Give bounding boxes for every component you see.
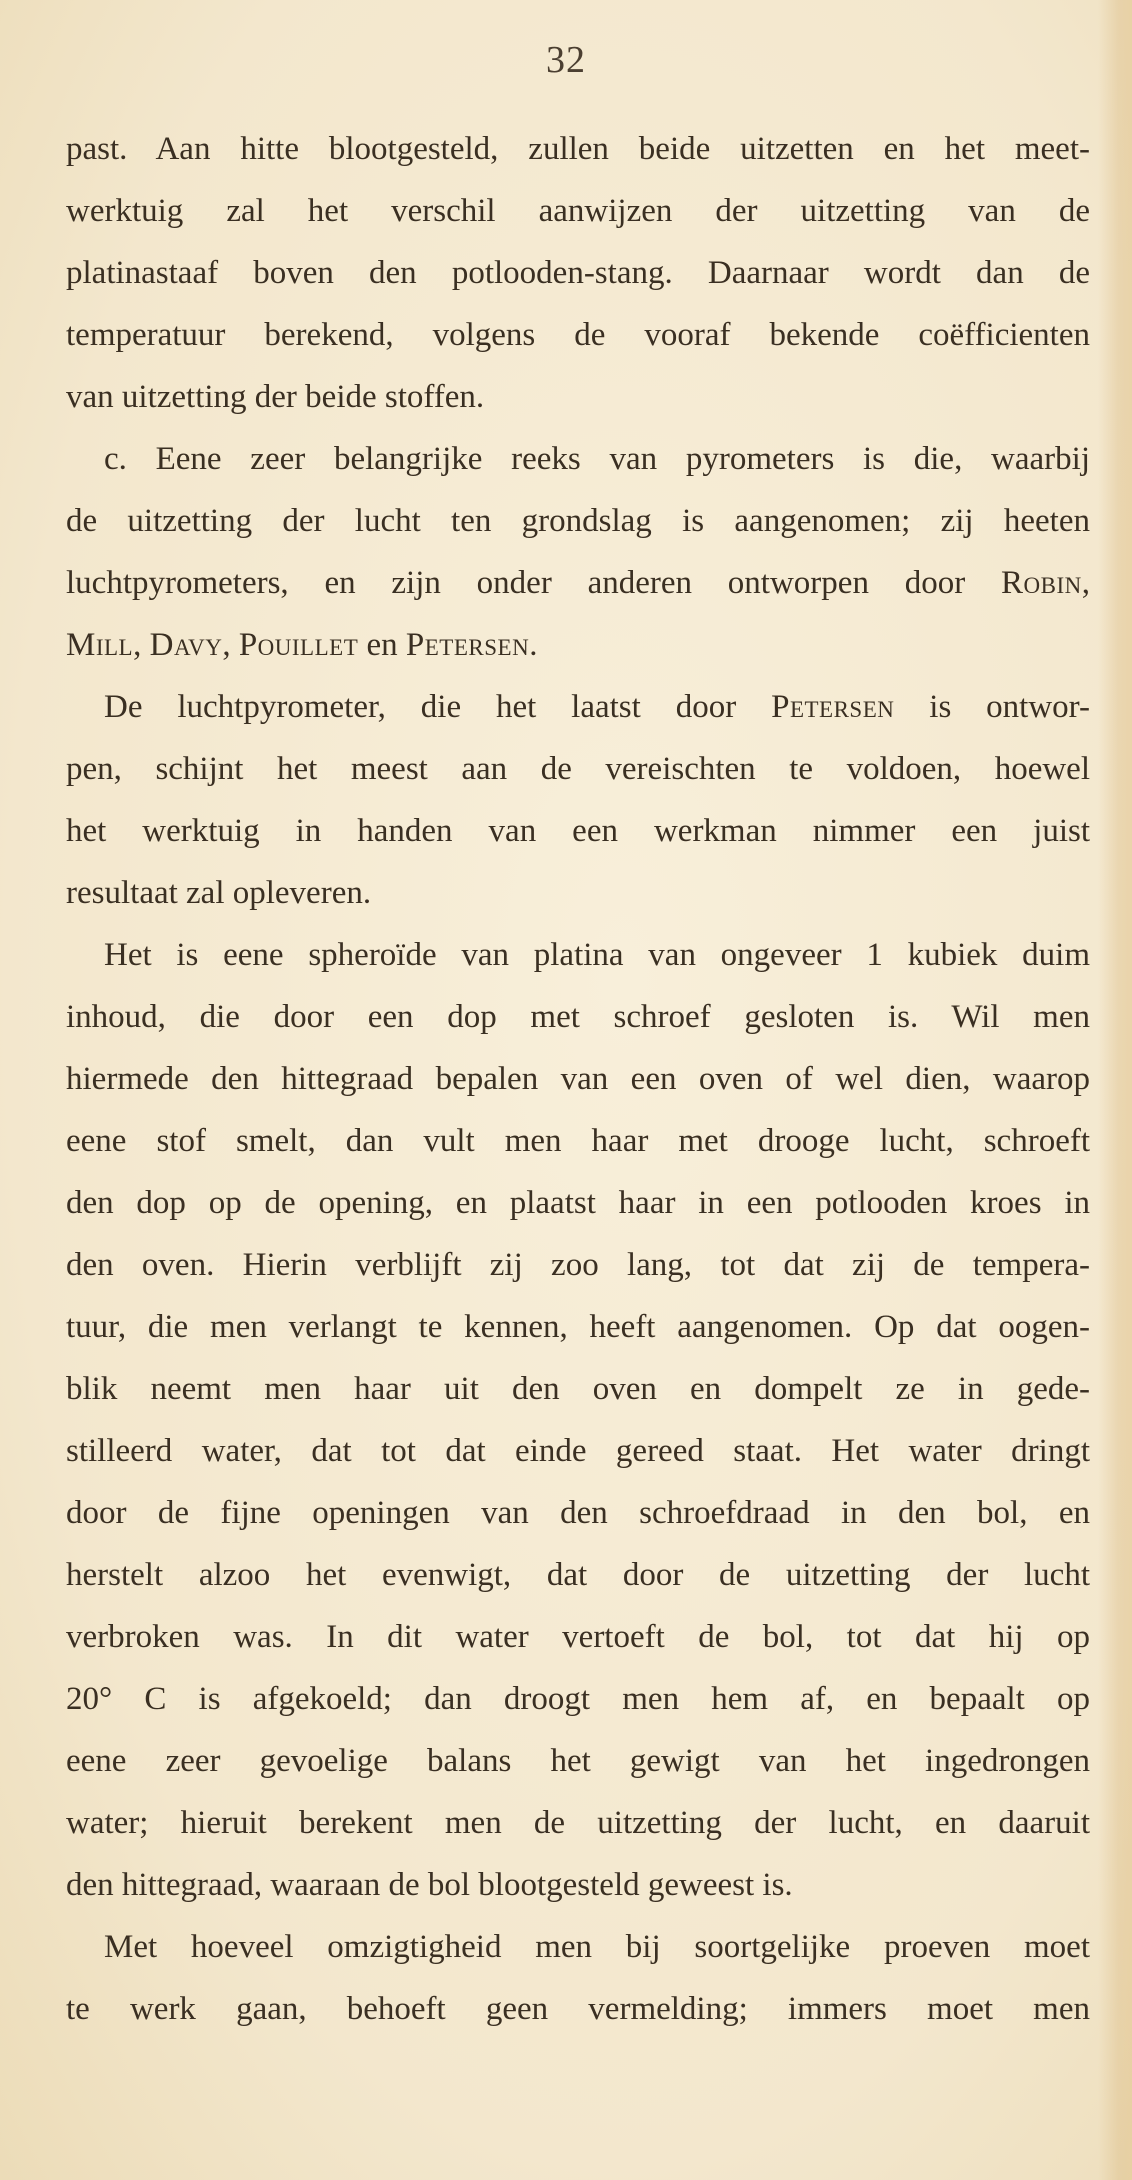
line-text-before: De luchtpyrometer, die het laatst door [104,689,772,725]
person-name: Robin [1001,565,1082,601]
text-line: den dop op de opening, en plaatst haar in een potlooden kroes in [66,1185,1090,1221]
text-line: eene zeer gevoelige balans het gewigt van het ingedrongen [66,1743,1090,1779]
separator-text: . [529,627,538,663]
text-line: werktuig zal het verschil aanwijzen der uitzetting van de [66,193,1090,229]
text-line: de uitzetting der lucht ten grondslag is aangenomen; zij heeten [66,503,1090,539]
separator-text: en [358,627,406,663]
text-line: Met hoeveel omzigtigheid men bij soortgelijke proeven moet [104,1929,1090,1965]
person-name: Davy [149,627,223,663]
text-line: inhoud, die door een dop met schroef gesloten is. Wil men [66,999,1090,1035]
text-line: het werktuig in handen van een werkman nimmer een juist [66,813,1090,849]
line-text-before: luchtpyrometers, en zijn onder anderen ontworpen door [66,565,1002,601]
text-line: eene stof smelt, dan vult men haar met drooge lucht, schroeft [66,1123,1090,1159]
text-line: den oven. Hierin verblijft zij zoo lang, tot dat zij de tempera- [66,1247,1090,1283]
text-line: Het is eene spheroïde van platina van ongeveer 1 kubiek duim [104,937,1090,973]
text-line: stilleerd water, dat tot dat einde gereed staat. Het water dringt [66,1433,1090,1469]
text-line: water; hieruit berekent men de uitzetting der lucht, en daaruit [66,1805,1090,1841]
text-line: past. Aan hitte blootgesteld, zullen beide uitzetten en het meet- [66,131,1090,167]
body-text [66,118,1090,2040]
text-line: tuur, die men verlangt te kennen, heeft aangenomen. Op dat oogen- [66,1309,1090,1345]
text-line: 20° C is afgekoeld; dan droogt men hem af, en bepaalt op [66,1681,1090,1717]
line-text-after: is ontwor- [894,689,1090,725]
text-line: verbroken was. In dit water vertoeft de bol, tot dat hij op [66,1619,1090,1655]
text-line: temperatuur berekend, volgens de vooraf bekende coëfficienten [66,317,1090,353]
person-name: Mill [66,627,134,663]
text-line: pen, schijnt het meest aan de vereischten te voldoen, hoewel [66,751,1090,787]
text-line: te werk gaan, behoeft geen vermelding; immers moet men [66,1991,1090,2027]
person-name: Petersen [405,627,530,663]
text-line: platinastaaf boven den potlooden-stang. Daarnaar wordt dan de [66,255,1090,291]
text-line: van uitzetting der beide stoffen. [66,379,485,415]
text-line: c. Eene zeer belangrijke reeks van pyrometers is die, waarbij [104,441,1090,477]
separator-text: , [222,627,239,663]
text-line [66,614,1090,676]
text-line: hiermede den hittegraad bepalen van een oven of wel dien, waarop [66,1061,1090,1097]
page-number: 32 [546,39,586,81]
text-line: den hittegraad, waaraan de bol blootgesteld geweest is. [66,1867,793,1903]
text-line [66,676,1090,738]
text-line: resultaat zal opleveren. [66,875,372,911]
separator-text: , [133,627,150,663]
person-name: Petersen [771,689,895,725]
person-name: Pouillet [238,627,359,663]
text-line: blik neemt men haar uit den oven en dompelt ze in gede- [66,1371,1090,1407]
text-line: herstelt alzoo het evenwigt, dat door de uitzetting der lucht [66,1557,1090,1593]
text-line: door de fijne openingen van den schroefdraad in den bol, en [66,1495,1090,1531]
line-text-after: , [1081,565,1090,601]
text-line [66,552,1090,614]
